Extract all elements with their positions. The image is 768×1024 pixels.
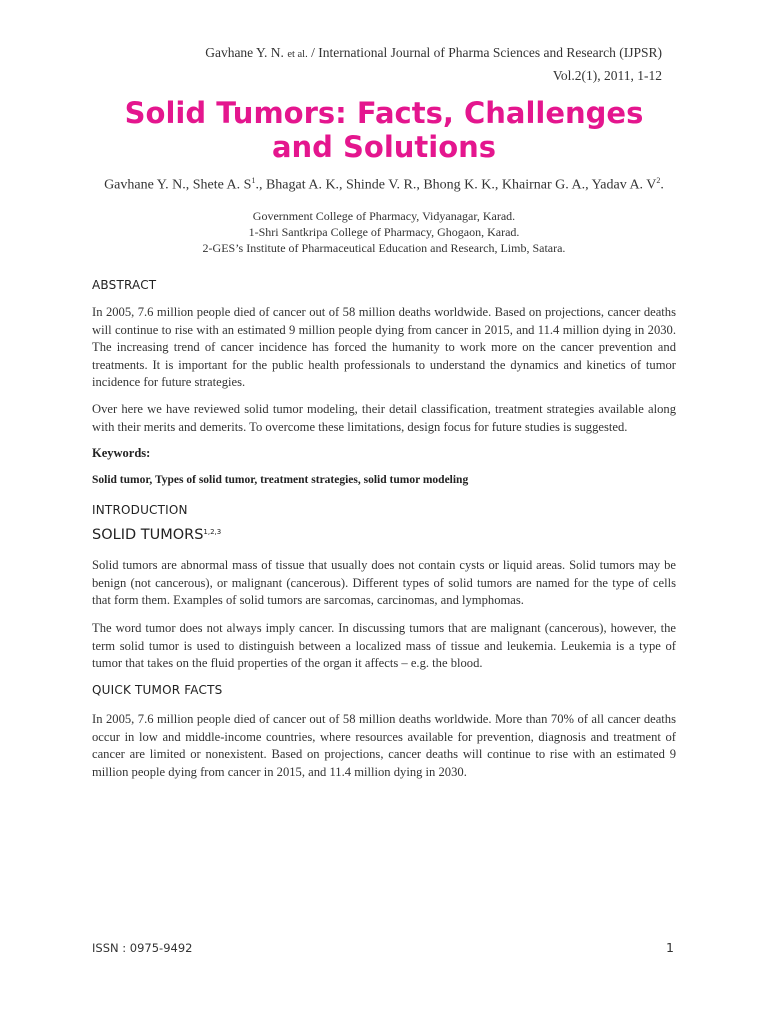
running-head-author: Gavhane Y. N. <box>205 45 284 60</box>
running-head-volume: Vol.2(1), 2011, 1-12 <box>552 68 662 83</box>
running-head-etal: et al. <box>287 49 308 60</box>
keywords-label: Keywords: <box>92 446 151 460</box>
affiliations <box>100 208 668 256</box>
affiliation-line: 2-GES’s Institute of Pharmaceutical Education and Research, Limb, Satara. <box>202 241 566 255</box>
paper-title-line2: and Solutions <box>271 130 497 164</box>
authors-part1: Gavhane Y. N., Shete A. S <box>104 177 252 193</box>
authors-part3: . <box>660 177 664 193</box>
affiliation-line: 1-Shri Santkripa College of Pharmacy, Ghogaon, Karad. <box>248 225 520 239</box>
authors-sup1: 1 <box>251 176 256 185</box>
solid-tumors-paragraph-2: The word tumor does not always imply cancer. In discussing tumors that are malignant (cancerous), however, the term solid tumor is used to distinguish between a localized mass of tissue and leukemia. Leukemia is a type of tumor that takes on the fluid properties of the organ it affects – e.g. the blood. <box>92 621 676 670</box>
issn-footer: ISSN : 0975-9492 <box>92 941 193 955</box>
solid-tumors-heading <box>92 527 221 543</box>
paper-title <box>60 96 708 164</box>
running-head-line1 <box>205 42 662 65</box>
quick-facts-heading: QUICK TUMOR FACTS <box>92 683 223 697</box>
solid-tumors-heading-refs: 1,2,3 <box>203 528 222 536</box>
running-head-journal: / International Journal of Pharma Sciences and Research (IJPSR) <box>311 45 662 60</box>
solid-tumors-heading-text: SOLID TUMORS <box>92 527 204 543</box>
affiliation-line: Government College of Pharmacy, Vidyanagar, Karad. <box>252 209 516 223</box>
paper-title-line1: Solid Tumors: Facts, Challenges <box>124 96 644 130</box>
running-head <box>205 42 662 86</box>
quick-facts-paragraph-1: In 2005, 7.6 million people died of cancer out of 58 million deaths worldwide. More than 70% of all cancer deaths occur in low and middle-income countries, where resources available for prevention, diagnosis and treatment of cancer are limited or nonexistent. Based on projections, cancer deaths will continue to rise with an estimated 9 million people dying from cancer in 2015, and 11.4 million dying in 2030. <box>92 712 676 779</box>
keywords-text: Solid tumor, Types of solid tumor, treatment strategies, solid tumor modeling <box>92 474 469 486</box>
solid-tumors-paragraph-1: Solid tumors are abnormal mass of tissue that usually does not contain cysts or liquid areas. Solid tumors may be benign (not cancerous), or malignant (cancerous). Different types of solid tumors are named for the type of cells that form them. Examples of solid tumors are sarcomas, carcinomas, and lymphomas. <box>92 558 676 607</box>
authors-sup2: 2 <box>656 176 661 185</box>
abstract-paragraph-1: In 2005, 7.6 million people died of cancer out of 58 million deaths worldwide. Based on projections, cancer deaths will continue to rise with an estimated 9 million people dying from cancer in 2015, and 11.4 million dying in 2030. The increasing trend of cancer incidence has forced the humanity to work more on the cancer prevention and treatments. It is important for the public health professionals to understand the dynamics and kinetics of tumor incidence for future strategies. <box>92 305 676 389</box>
page-number: 1 <box>666 940 674 955</box>
introduction-heading: INTRODUCTION <box>92 503 188 517</box>
abstract-paragraph-2: Over here we have reviewed solid tumor modeling, their detail classification, treatment strategies available along with their merits and demerits. To overcome these limitations, design focus for future studies is suggested. <box>92 402 676 434</box>
author-list <box>60 176 708 194</box>
authors-part2: ., Bhagat A. K., Shinde V. R., Bhong K. K., Khairnar G. A., Yadav A. V <box>255 177 657 193</box>
abstract-heading: ABSTRACT <box>92 278 157 292</box>
